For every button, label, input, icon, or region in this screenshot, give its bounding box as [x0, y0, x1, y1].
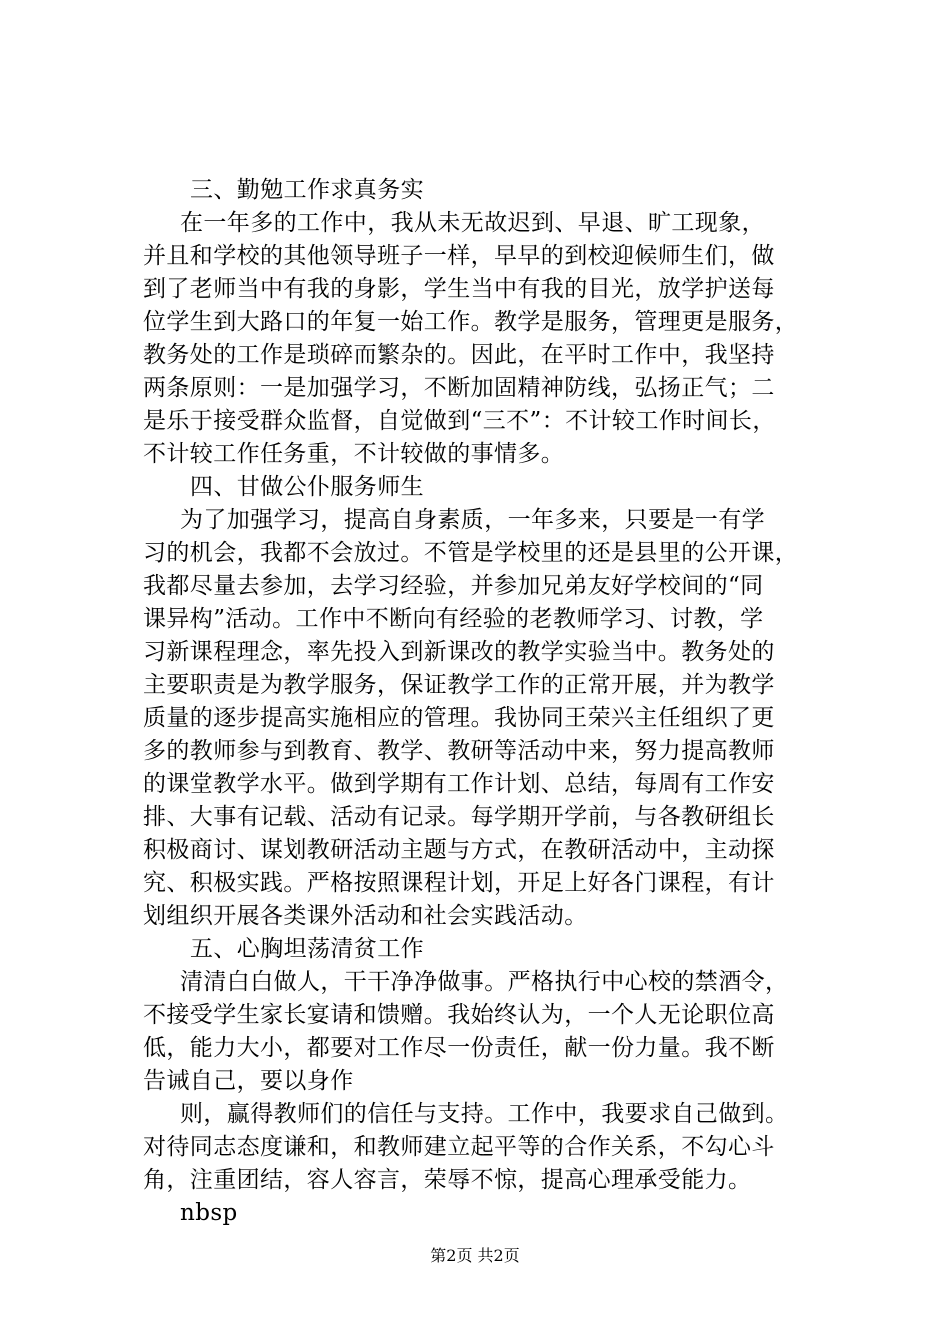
text-line: 清清白白做人，干干净净做事。严格执行中心校的禁酒令，	[180, 969, 789, 995]
text-line: 在一年多的工作中，我从未无故迟到、早退、旷工现象，	[180, 210, 765, 236]
text-line: 两条原则：一是加强学习，不断加固精神防线，弘扬正气；二	[143, 375, 775, 401]
page-footer: 第2页 共2页	[430, 1246, 520, 1265]
text-line: 的课堂教学水平。做到学期有工作计划、总结，每周有工作安	[143, 771, 775, 797]
text-line: 并且和学校的其他领导班子一样，早早的到校迎候师生们，做	[143, 243, 775, 269]
text-line: 排、大事有记载、活动有记录。每学期开学前，与各教研组长	[143, 804, 775, 830]
text-line: 教务处的工作是琐碎而繁杂的。因此，在平时工作中，我坚持	[143, 342, 775, 368]
text-line: 角，注重团结，容人容言，荣辱不惊，提高心理承受能力。	[143, 1167, 752, 1193]
text-line: 我都尽量去参加，去学习经验，并参加兄弟友好学校间的“同	[143, 573, 764, 599]
text-line: 低，能力大小，都要对工作尽一份责任，献一份力量。我不断	[143, 1035, 775, 1061]
text-line: 多的教师参与到教育、教学、教研等活动中来，努力提高教师	[143, 738, 775, 764]
text-line: 对待同志态度谦和，和教师建立起平等的合作关系，不勾心斗	[143, 1134, 775, 1160]
section-heading: 五、心胸坦荡清贫工作	[190, 936, 424, 962]
text-line: 为了加强学习，提高自身素质，一年多来，只要是一有学	[180, 507, 765, 533]
document-body	[143, 174, 853, 1230]
text-line: 质量的逐步提高实施相应的管理。我协同王荣兴主任组织了更	[143, 705, 775, 731]
text-line: nbsp	[180, 1200, 238, 1226]
text-line: 不计较工作任务重，不计较做的事情多。	[143, 441, 565, 467]
text-line: 则，赢得教师们的信任与支持。工作中，我要求自己做到。	[180, 1101, 789, 1127]
text-line: 划组织开展各类课外活动和社会实践活动。	[143, 903, 588, 929]
text-line: 是乐于接受群众监督，自觉做到“三不”：不计较工作时间长，	[143, 408, 776, 434]
text-line: 告诫自己，要以身作	[143, 1068, 354, 1094]
section-heading: 四、甘做公仆服务师生	[190, 474, 424, 500]
text-line: 到了老师当中有我的身影，学生当中有我的目光，放学护送每	[143, 276, 775, 302]
text-line: 主要职责是为教学服务，保证教学工作的正常开展，并为教学	[143, 672, 775, 698]
section-heading: 三、勤勉工作求真务实	[190, 177, 424, 203]
text-line: 积极商讨、谋划教研活动主题与方式，在教研活动中，主动探	[143, 837, 775, 863]
text-line: 位学生到大路口的年复一始工作。教学是服务，管理更是服务，	[143, 309, 799, 335]
text-line: 课异构”活动。工作中不断向有经验的老教师学习、讨教，学	[143, 606, 764, 632]
text-line: 习的机会，我都不会放过。不管是学校里的还是县里的公开课，	[143, 540, 799, 566]
text-line: 不接受学生家长宴请和馈赠。我始终认为，一个人无论职位高	[143, 1002, 775, 1028]
text-line: 习新课程理念，率先投入到新课改的教学实验当中。教务处的	[143, 639, 775, 665]
text-line: 究、积极实践。严格按照课程计划，开足上好各门课程，有计	[143, 870, 775, 896]
